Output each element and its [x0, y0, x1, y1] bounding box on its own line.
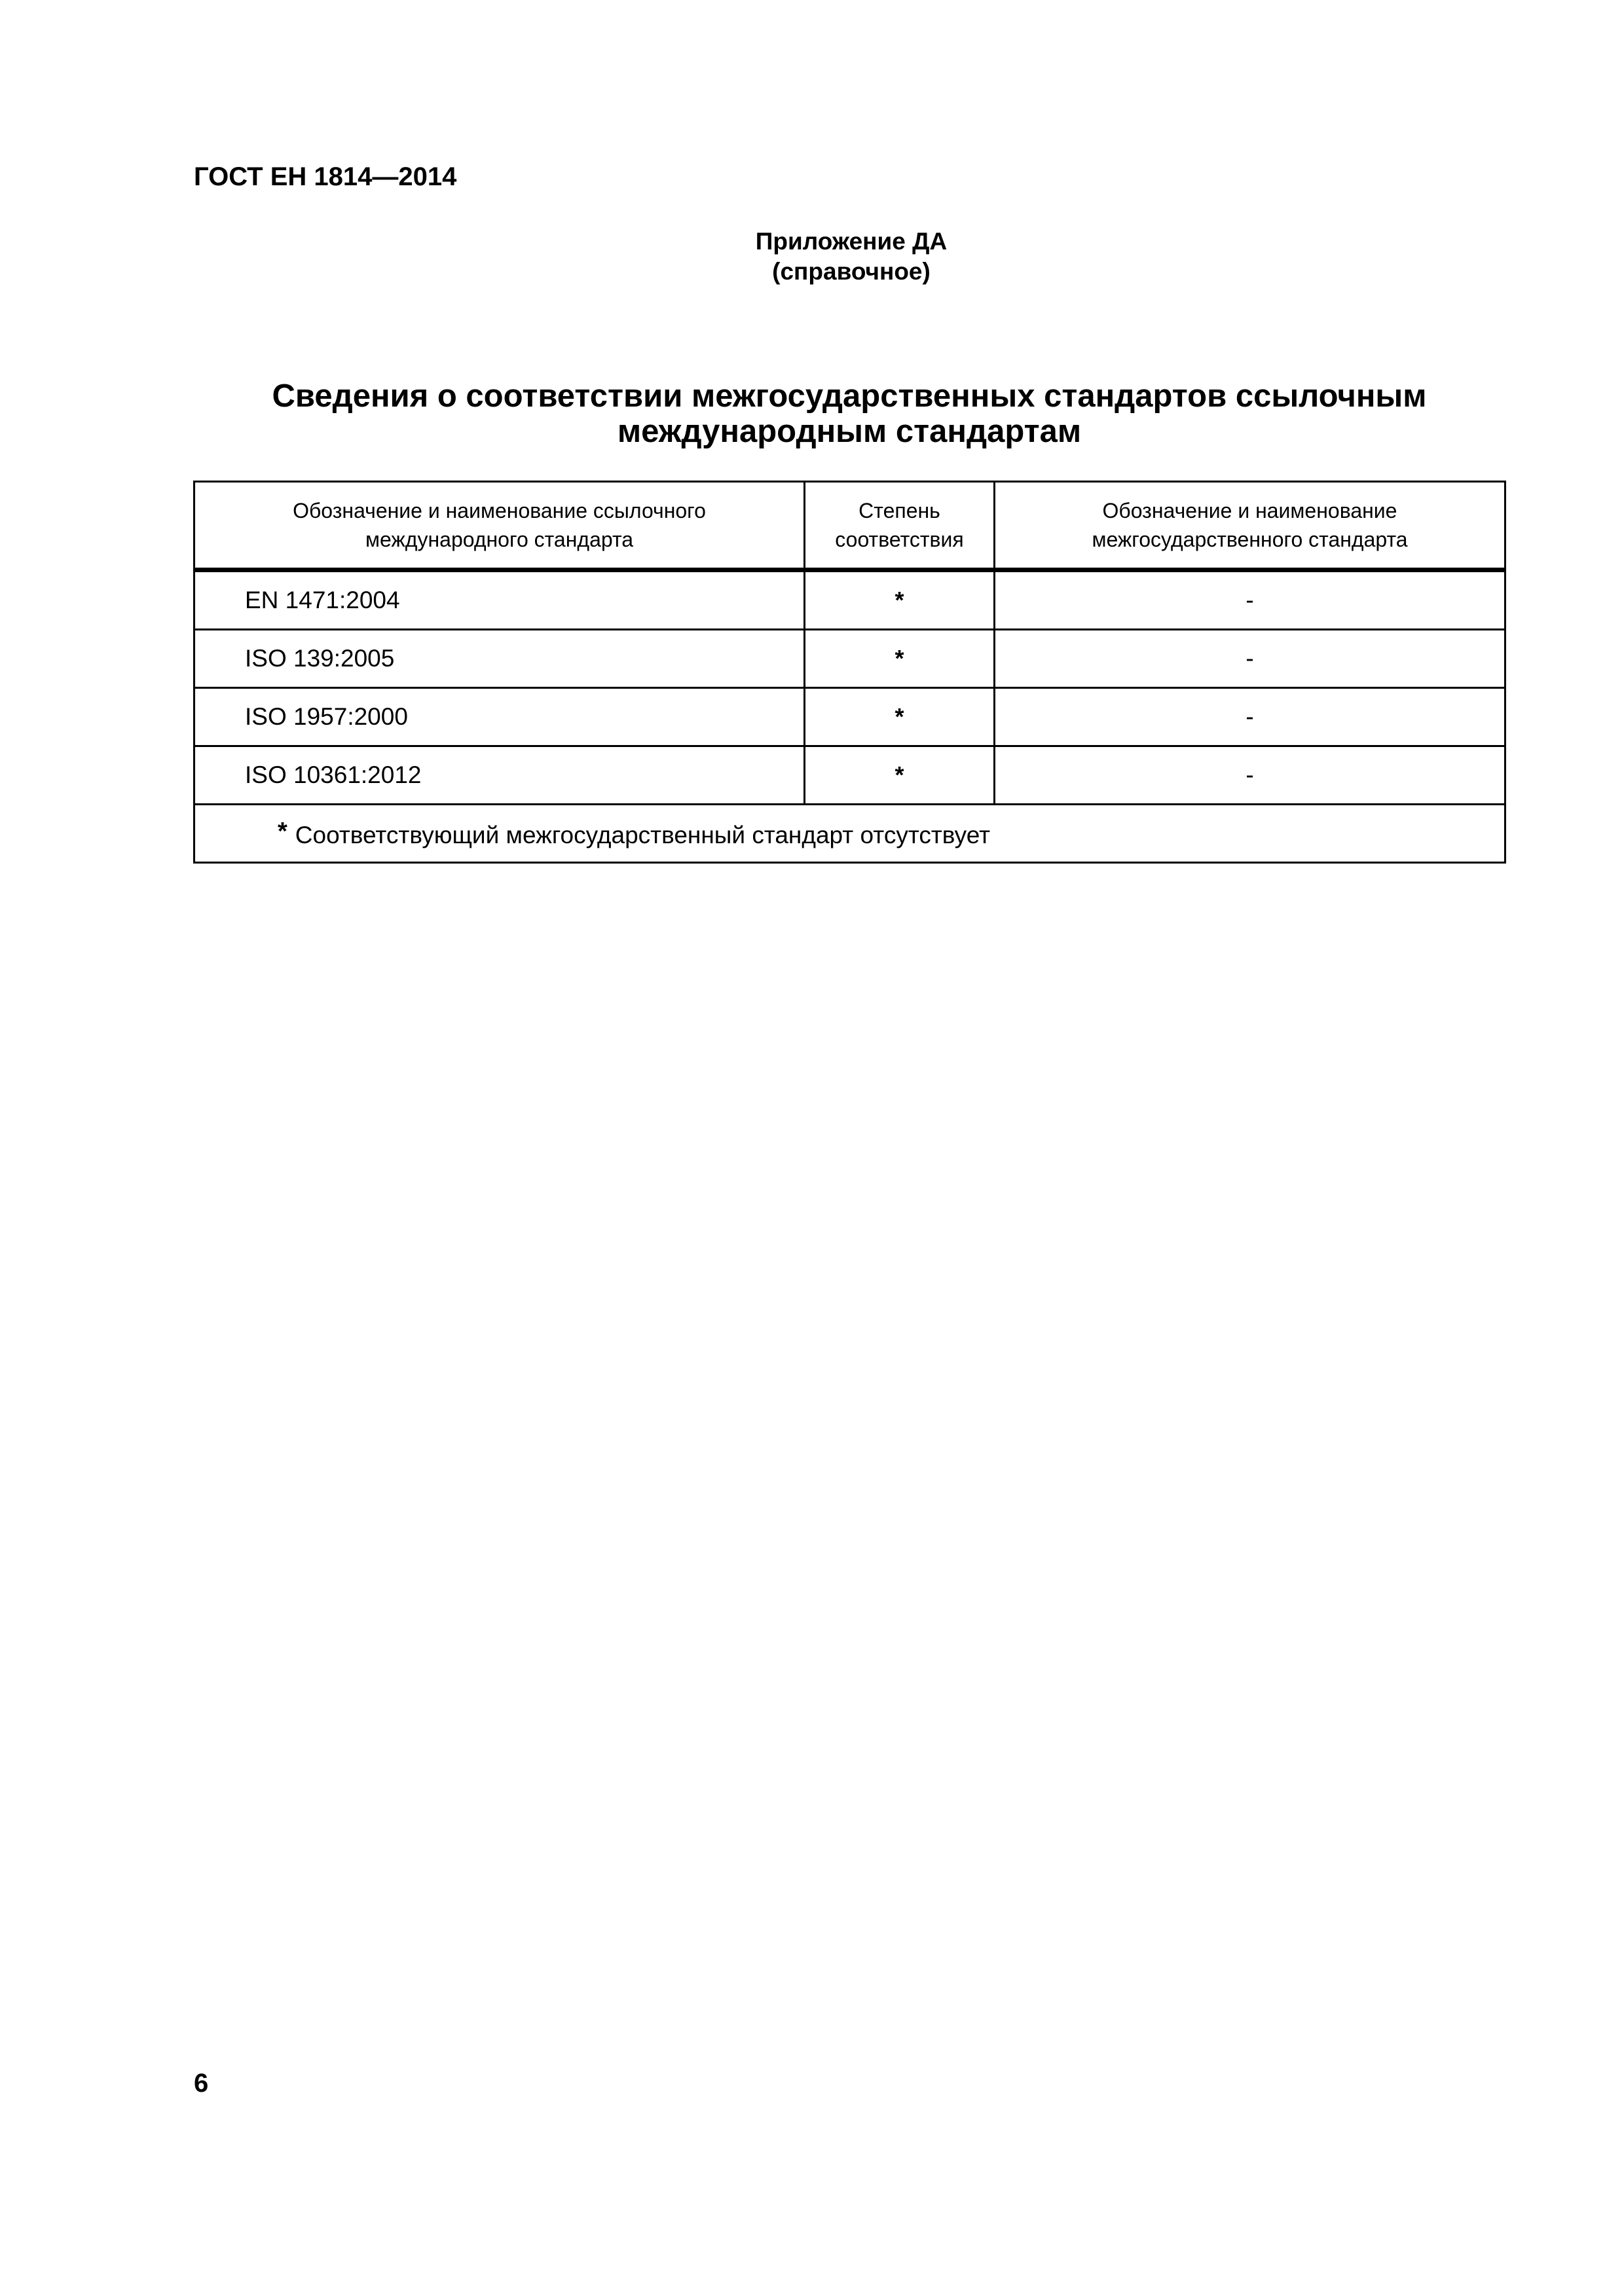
table-row: [194, 746, 1505, 805]
cell-standard: EN 1471:2004: [194, 570, 805, 630]
cell-interstate-standard: -: [995, 746, 1505, 805]
annex-title-line-1: Сведения о соответствии межгосударственных стандартов ссылочным: [272, 378, 1427, 414]
cell-interstate-standard: -: [995, 630, 1505, 688]
header-interstate-standard-line-2: межгосударственного стандарта: [1092, 528, 1408, 551]
table-footnote-row: [194, 805, 1505, 863]
footnote-text: Соответствующий межгосударственный стандарт отсутствует: [295, 822, 991, 848]
cell-interstate-standard: -: [995, 570, 1505, 630]
cell-degree: *: [805, 630, 995, 688]
document-code: ГОСТ ЕН 1814—2014: [194, 162, 457, 191]
table-row: [194, 630, 1505, 688]
annex-type: (справочное): [772, 258, 931, 285]
header-international-standard-line-2: международного стандарта: [365, 528, 634, 551]
annex-title-line-2: международным стандартам: [617, 414, 1082, 449]
table-header-row: [194, 482, 1505, 570]
annex-heading: [589, 227, 1113, 287]
cell-standard: ISO 1957:2000: [194, 688, 805, 746]
annex-label: Приложение ДА: [755, 228, 948, 255]
footnote-mark: *: [278, 818, 287, 845]
header-interstate-standard-line-1: Обозначение и наименование: [1102, 499, 1397, 522]
header-degree-line-1: Степень: [858, 499, 940, 522]
correspondence-table: [193, 481, 1506, 864]
table-row: [194, 570, 1505, 630]
cell-degree: *: [805, 570, 995, 630]
cell-interstate-standard: -: [995, 688, 1505, 746]
cell-degree: *: [805, 688, 995, 746]
table-row: [194, 688, 1505, 746]
cell-degree: *: [805, 746, 995, 805]
annex-title: [194, 378, 1505, 449]
header-interstate-standard: [995, 482, 1505, 570]
header-international-standard-line-1: Обозначение и наименование ссылочного: [293, 499, 706, 522]
header-international-standard: [194, 482, 805, 570]
table-footnote: [194, 805, 1505, 863]
header-degree-line-2: соответствия: [835, 528, 964, 551]
cell-standard: ISO 139:2005: [194, 630, 805, 688]
page-number: 6: [194, 2069, 209, 2098]
cell-standard: ISO 10361:2012: [194, 746, 805, 805]
header-degree: [805, 482, 995, 570]
